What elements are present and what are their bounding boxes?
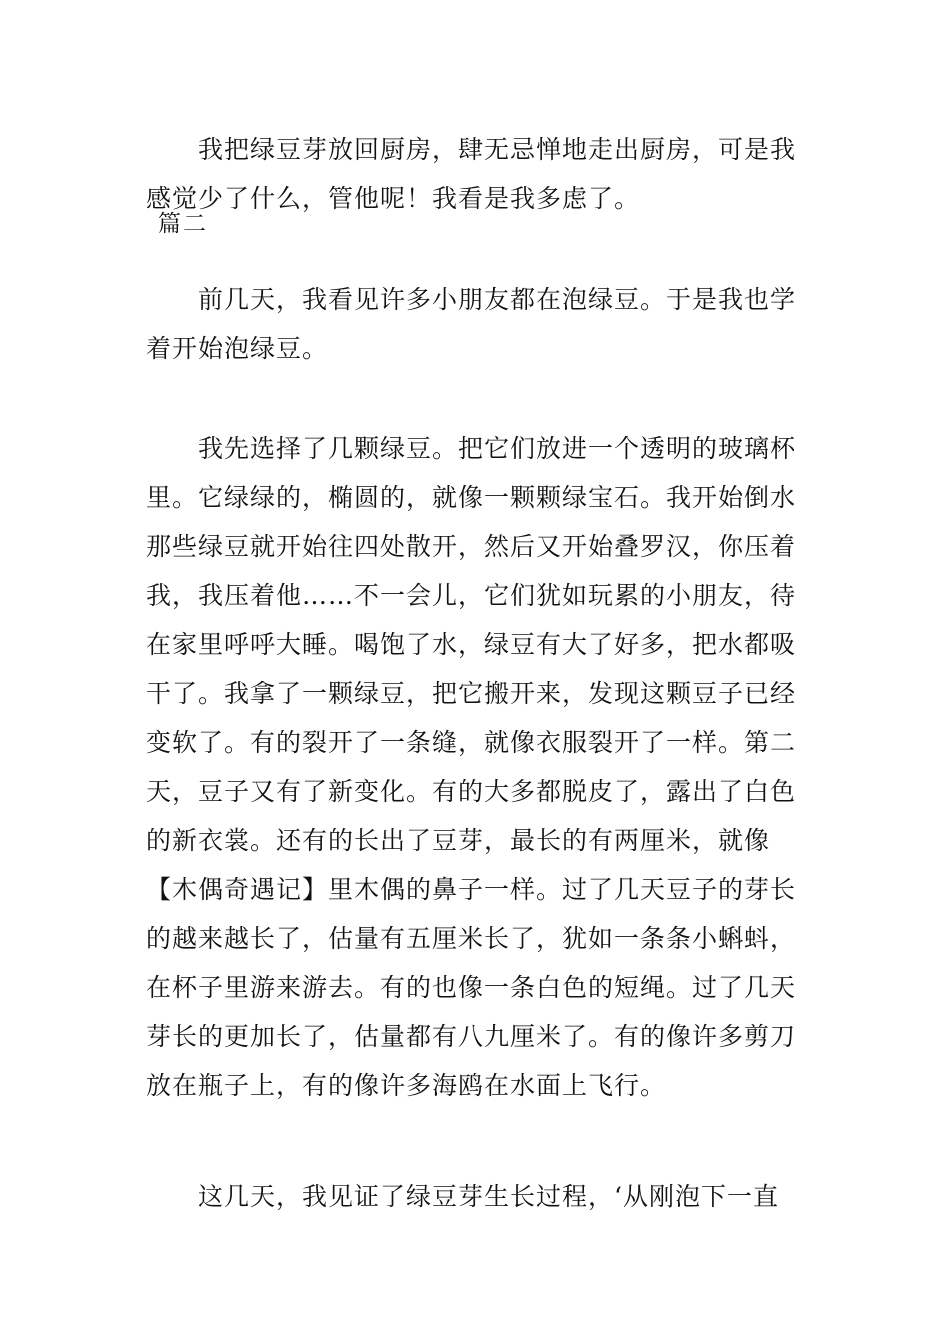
paragraph-line: 这几天，我见证了绿豆芽生长过程，‘从刚泡下一直 [198, 1182, 779, 1211]
paragraph-line: 的新衣裳。还有的长出了豆芽，最长的有两厘米，就像 [146, 826, 771, 855]
paragraph-line: 干了。我拿了一颗绿豆，把它搬开来，发现这颗豆子已经 [146, 679, 797, 708]
paragraph-line: 【木偶奇遇记】里木偶的鼻子一样。过了几天豆子的芽长 [146, 875, 797, 904]
paragraph-line: 变软了。有的裂开了一条缝，就像衣服裂开了一样。第二 [146, 728, 797, 757]
paragraph-4 [146, 1172, 810, 1221]
paragraph-line: 在家里呼呼大睡。喝饱了水，绿豆有大了好多，把水都吸 [146, 630, 797, 659]
paragraph-line: 着开始泡绿豆。 [146, 334, 329, 363]
paragraph-1 [146, 125, 810, 223]
paragraph-line: 我把绿豆芽放回厨房，肆无忌惮地走出厨房，可是我 [198, 135, 797, 164]
paragraph-line: 芽长的更加长了，估量都有八九厘米了。有的像许多剪刀 [146, 1022, 797, 1051]
paragraph-line: 的越来越长了，估量有五厘米长了，犹如一条条小蝌蚪， [146, 924, 797, 953]
paragraph-line: 我先选择了几颗绿豆。把它们放进一个透明的玻璃杯 [198, 434, 797, 463]
paragraph-line: 前几天，我看见许多小朋友都在泡绿豆。于是我也学 [198, 285, 797, 314]
paragraph-line: 天，豆子又有了新变化。有的大多都脱皮了，露出了白色 [146, 777, 797, 806]
paragraph-line: 里。它绿绿的，椭圆的，就像一颗颗绿宝石。我开始倒水 [146, 483, 797, 512]
paragraph-line: 放在瓶子上，有的像许多海鸥在水面上飞行。 [146, 1071, 667, 1100]
paragraph-2 [146, 275, 810, 373]
paragraph-line: 在杯子里游来游去。有的也像一条白色的短绳。过了几天 [146, 973, 797, 1002]
paragraph-line: 感觉少了什么，管他呢！我看是我多虑了。 [146, 184, 641, 213]
paragraph-3 [146, 424, 810, 1110]
paragraph-line: 那些绿豆就开始往四处散开，然后又开始叠罗汉，你压着 [146, 532, 797, 561]
paragraph-line: 我，我压着他……不一会儿，它们犹如玩累的小朋友，待 [146, 581, 797, 610]
section-heading: 篇二 [158, 211, 208, 237]
